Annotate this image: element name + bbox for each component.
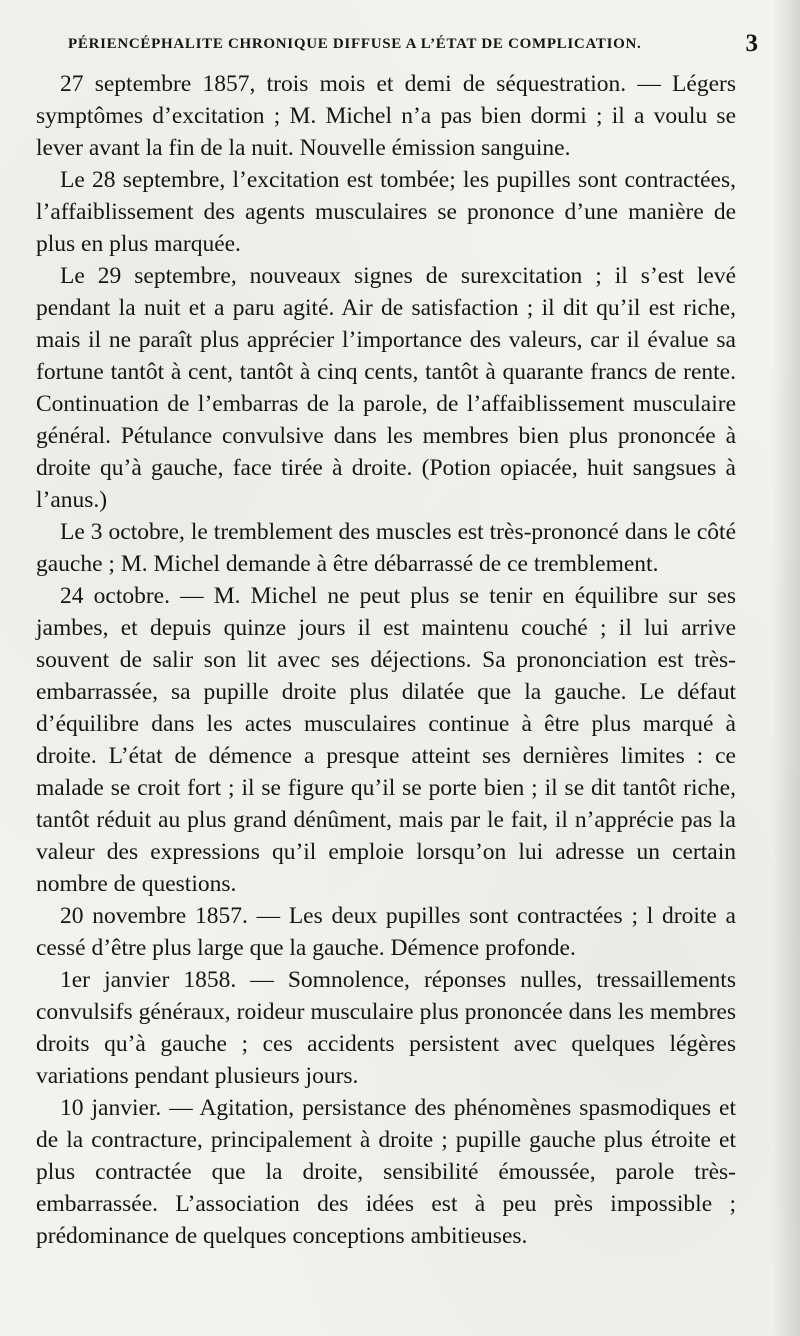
page-edge-shadow (772, 0, 800, 1336)
paragraph-20-novembre: 20 novembre 1857. — Les deux pupilles sont contractées ; l droite a cessé d’être plus large que la gauche. Démence profonde. (36, 903, 736, 961)
paragraph-10-janvier: 10 janvier. — Agitation, persistance des phénomènes spasmodiques et de la contracture, principalement à droite ; pupille gauche plus étroite et plus contractée que la droite, sensibilité émoussée, parole très-embarrassée. L’association des idées est à peu près impossible ; prédominance de quelques conceptions ambitieuses. (36, 1095, 736, 1249)
page-number: 3 (745, 30, 758, 57)
paragraph-27-septembre: 27 septembre 1857, trois mois et demi de séquestration. — Légers symptômes d’excitation ; M. Michel n’a pas bien dormi ; il a voulu se lever avant la fin de la nuit. Nouvelle émission sanguine. (36, 71, 736, 161)
paragraph-24-octobre: 24 octobre. — M. Michel ne peut plus se tenir en équilibre sur ses jambes, et depuis quinze jours il est maintenu couché ; il lui arrive souvent de salir son lit avec ses déjections. Sa prononciation est très-embarrassée, sa pupille droite plus dilatée que la gauche. Le défaut d’équilibre dans les actes musculaires continue à être plus marqué à droite. L’état de démence a presque atteint ses dernières limites : ce malade se croit fort ; il se figure qu’il se porte bien ; il se dit tantôt riche, tantôt réduit au plus grand dénûment, mais par le fait, il n’apprécie pas la valeur des expressions qu’il emploie lorsqu’on lui adresse un certain nombre de questions. (36, 583, 736, 897)
running-header (68, 30, 758, 60)
body-text (36, 68, 736, 1252)
paragraph-28-septembre: Le 28 septembre, l’excitation est tombée; les pupilles sont contractées, l’affaiblissement des agents musculaires se prononce d’une manière de plus en plus marquée. (36, 167, 736, 257)
paragraph-29-septembre: Le 29 septembre, nouveaux signes de surexcitation ; il s’est levé pendant la nuit et a paru agité. Air de satisfaction ; il dit qu’il est riche, mais il ne paraît plus apprécier l’importance des valeurs, car il évalue sa fortune tantôt à cent, tantôt à cinq cents, tantôt à quarante francs de rente. Continuation de l’embarras de la parole, de l’affaiblissement musculaire général. Pétulance convulsive dans les membres bien plus prononcée à droite qu’à gauche, face tirée à droite. (Potion opiacée, huit sangsues à l’anus.) (36, 263, 736, 513)
paragraph-1er-janvier: 1er janvier 1858. — Somnolence, réponses nulles, tressaillements convulsifs généraux, roideur musculaire plus prononcée dans les membres droits qu’à gauche ; ces accidents persistent avec quelques légères variations pendant plusieurs jours. (36, 967, 736, 1089)
running-title: PÉRIENCÉPHALITE CHRONIQUE DIFFUSE A L’ÉTAT DE COMPLICATION. (68, 36, 642, 52)
paragraph-3-octobre: Le 3 octobre, le tremblement des muscles est très-prononcé dans le côté gauche ; M. Michel demande à être débarrassé de ce tremblement. (36, 519, 736, 577)
